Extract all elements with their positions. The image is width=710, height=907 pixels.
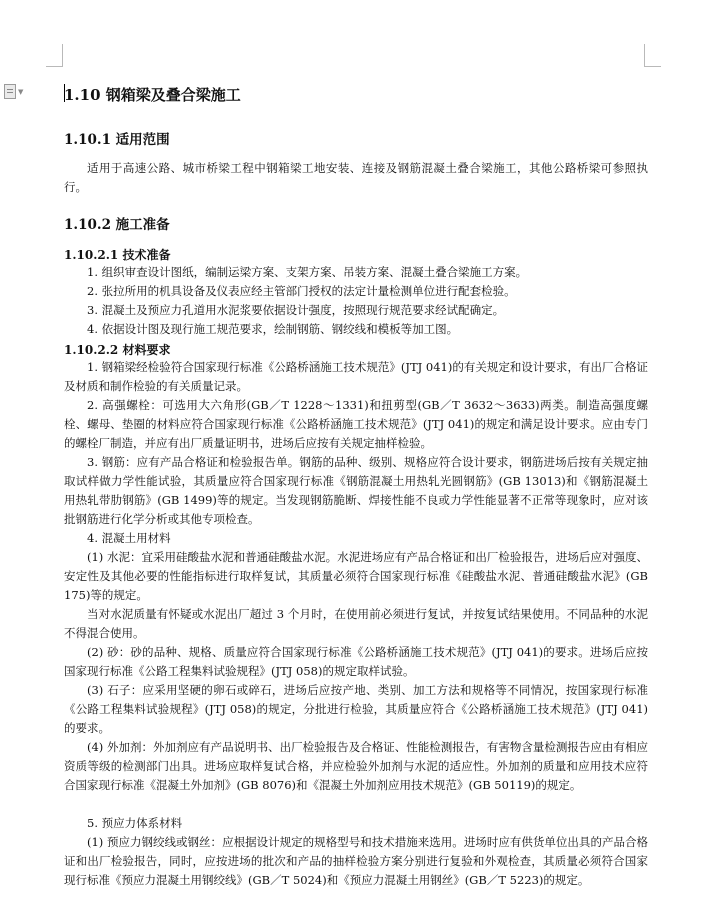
main-heading: 1.10 钢箱梁及叠合梁施工	[64, 86, 241, 104]
section-heading-scope: 1.10.1 适用范围	[64, 132, 170, 148]
materials-paragraph-8: (3) 石子：应采用坚硬的卵石或碎石，进场后应按产地、类别、加工方法和规格等不同情况，按国家现行标准《公路工程集料试验规程》(JTJ 058)的规定，分批进行检验，其质量应符合《公路桥涵施工技术规范》(JTJ 041)的要求。	[64, 683, 648, 735]
page-corner-marker-top-right	[644, 44, 661, 67]
materials-paragraph-9: (4) 外加剂：外加剂应有产品说明书、出厂检验报告及合格证、性能检测报告，有害物含量检测报告应由有相应资质等级的检测部门出具。进场应取样复试合格，并应检验外加剂与水泥的适应性。外加剂的质量和应用技术应符合国家现行标准《混凝土外加剂》(GB 8076)和《混凝土外加剂应用技术规范》(GB 50119)的规定。	[64, 740, 648, 792]
tech-item-3: 3. 混凝土及预应力孔道用水泥浆要依据设计强度，按照现行规范要求经试配确定。	[87, 303, 505, 317]
tech-item-2: 2. 张拉所用的机具设备及仪表应经主管部门授权的法定计量检测单位进行配套检验。	[87, 284, 516, 298]
tech-item-4: 4. 依据设计图及现行施工规范要求，绘制钢筋、钢绞线和模板等加工图。	[87, 322, 459, 336]
materials-paragraph-6: 当对水泥质量有怀疑或水泥出厂超过 3 个月时，在使用前必须进行复试，并按复试结果使用。不同品种的水泥不得混合使用。	[64, 607, 648, 640]
materials-paragraph-3: 3. 钢筋：应有产品合格证和检验报告单。钢筋的品种、级别、规格应符合设计要求，钢筋进场后按有关规定抽取试样做力学性能试验，其质量应符合国家现行标准《钢筋混凝土用热轧光圆钢筋》(GB 13013)和《钢筋混凝土用热轧带肋钢筋》(GB 1499)等的规定。当发现钢筋脆断、焊接性能不良或力学性能显著不正常等现象时，应对该批钢筋进行化学分析或其他专项检查。	[64, 455, 648, 526]
page-corner-marker-top-left	[46, 44, 63, 67]
materials-paragraph-7: (2) 砂：砂的品种、规格、质量应符合国家现行标准《公路桥涵施工技术规范》(JTJ 041)的要求。进场后应按国家现行标准《公路工程集料试验规程》(JTJ 058)的规定取样试验。	[64, 645, 648, 678]
section-heading-preparation: 1.10.2 施工准备	[64, 217, 170, 233]
document-page-icon	[4, 84, 16, 99]
materials-paragraph-11: (1) 预应力钢绞线或钢丝：应根据设计规定的规格型号和技术措施来选用。进场时应有供货单位出具的产品合格证和出厂检验报告，同时，应按进场的批次和产品的抽样检验方案分别进行复验和外观检查，其质量必须符合国家现行标准《预应力混凝土用钢绞线》(GB／T 5024)和《预应力混凝土用钢丝》(GB／T 5223)的规定。	[64, 835, 648, 887]
materials-paragraph-10: 5. 预应力体系材料	[87, 816, 183, 830]
materials-paragraph-2: 2. 高强螺栓：可选用大六角形(GB／T 1228～1331)和扭剪型(GB／T 3632～3633)两类。制造高强度螺栓、螺母、垫圈的材料应符合国家现行标准《公路桥涵施工技术规范》(JTJ 041)的规定和满足设计要求。应由专门的螺栓厂制造，并应有出厂质量证明书，进场后应按有关规定抽样检验。	[64, 398, 648, 450]
materials-paragraph-4: 4. 混凝土用材料	[87, 531, 171, 545]
scope-paragraph: 适用于高速公路、城市桥梁工程中钢箱梁工地安装、连接及钢筋混凝土叠合梁施工，其他公路桥梁可参照执行。	[64, 161, 648, 194]
materials-paragraph-1: 1. 钢箱梁经检验符合国家现行标准《公路桥涵施工技术规范》(JTJ 041)的有关规定和设计要求，有出厂合格证及材质和制作检验的有关质量记录。	[64, 360, 648, 393]
subsection-heading-tech: 1.10.2.1 技术准备	[64, 248, 171, 262]
dropdown-caret-icon: ▼	[18, 87, 24, 96]
materials-paragraph-5: (1) 水泥：宜采用硅酸盐水泥和普通硅酸盐水泥。水泥进场应有产品合格证和出厂检验报告，进场后应对强度、安定性及其他必要的性能指标进行取样复试，其质量必须符合国家现行标准《硅酸盐水泥、普通硅酸盐水泥》(GB 175)等的规定。	[64, 550, 648, 602]
subsection-heading-materials: 1.10.2.2 材料要求	[64, 343, 171, 357]
document-outline-icon[interactable]	[4, 84, 23, 99]
tech-item-1: 1. 组织审查设计图纸，编制运梁方案、支架方案、吊装方案、混凝土叠合梁施工方案。	[87, 265, 528, 279]
